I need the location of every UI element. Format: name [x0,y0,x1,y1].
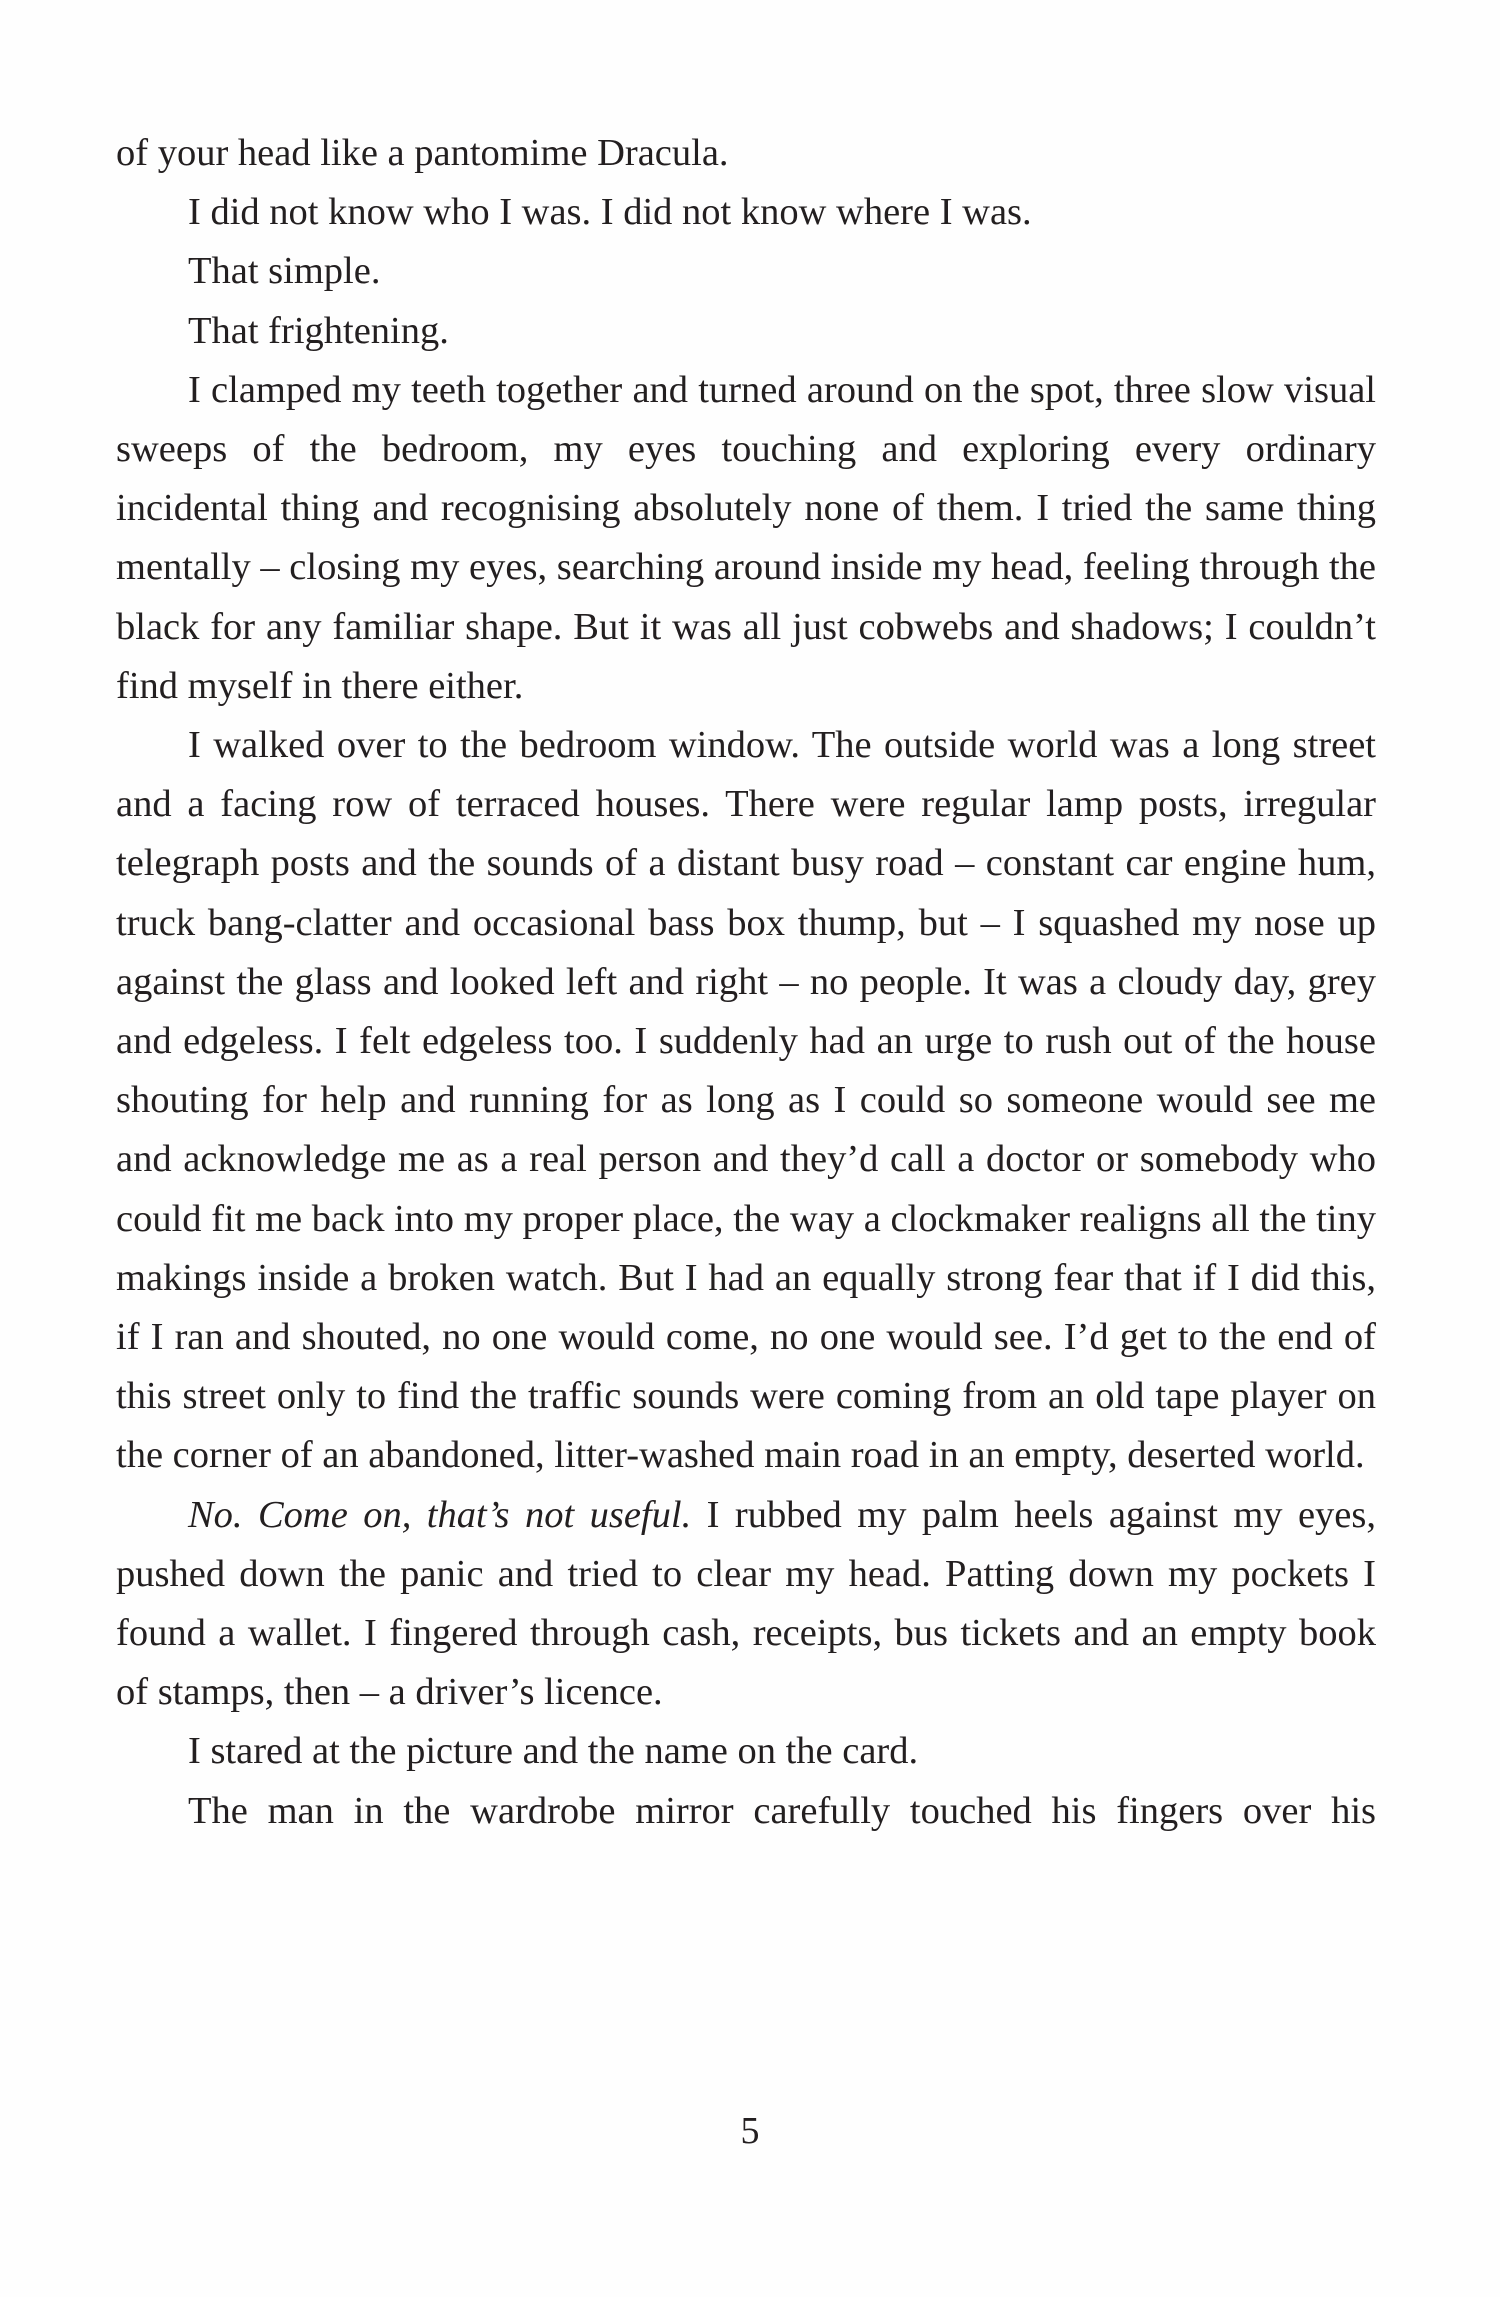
paragraph: I did not know who I was. I did not know where I was. [188,191,1032,234]
paragraph: That frightening. [188,309,449,352]
paragraph: I clamped my teeth together and turned around on the spot, three slow visual sweeps of the bedroom, my eyes touching and exploring every ordinary incidental thing and recognising absolutely none of them. I tried the same thing mentally – closing my eyes, searching around inside my head, feeling through the black for any familiar shape. But it was all just cobwebs and shadows; I couldn’t find myself in there either. [116,368,1376,707]
paragraph-text: I rubbed my palm heels against my eyes, pushed down the panic and tried to clear my head. Patting down my pockets I found a wallet. I fingered through cash, receipts, bus tickets and an empty book of stamps, then – a driver’s licence. [116,1493,1376,1714]
paragraph [116,1486,1376,1723]
paragraph: I walked over to the bedroom window. The outside world was a long street and a facing row of terraced houses. There were regular lamp posts, irregular telegraph posts and the sounds of a distant busy road – constant car engine hum, truck bang-clatter and occasional bass box thump, but – I squashed my nose up against the glass and looked left and right – no people. It was a cloudy day, grey and edgeless. I felt edgeless too. I suddenly had an urge to rush out of the house shouting for help and running for as long as I could so someone would see me and acknowledge me as a real person and they’d call a doctor or somebody who could fit me back into my proper place, the way a clockmaker realigns all the tiny makings inside a broken watch. But I had an equally strong fear that if I did this, if I ran and shouted, no one would come, no one would see. I’d get to the end of this street only to find the traffic sounds were coming from an old tape player on the corner of an abandoned, litter-washed main road in an empty, deserted world. [116,724,1376,1477]
paragraph: That simple. [188,250,381,293]
paragraph: The man in the wardrobe mirror carefully touched his fingers over his [188,1789,1376,1832]
italic-thought: No. Come on, that’s not useful. [188,1493,692,1536]
page-number: 5 [740,2110,760,2152]
paragraph-continuation: of your head like a pantomime Dracula. [116,132,729,174]
body-text [116,124,1376,1841]
paragraph: I stared at the picture and the name on the card. [188,1730,919,1773]
